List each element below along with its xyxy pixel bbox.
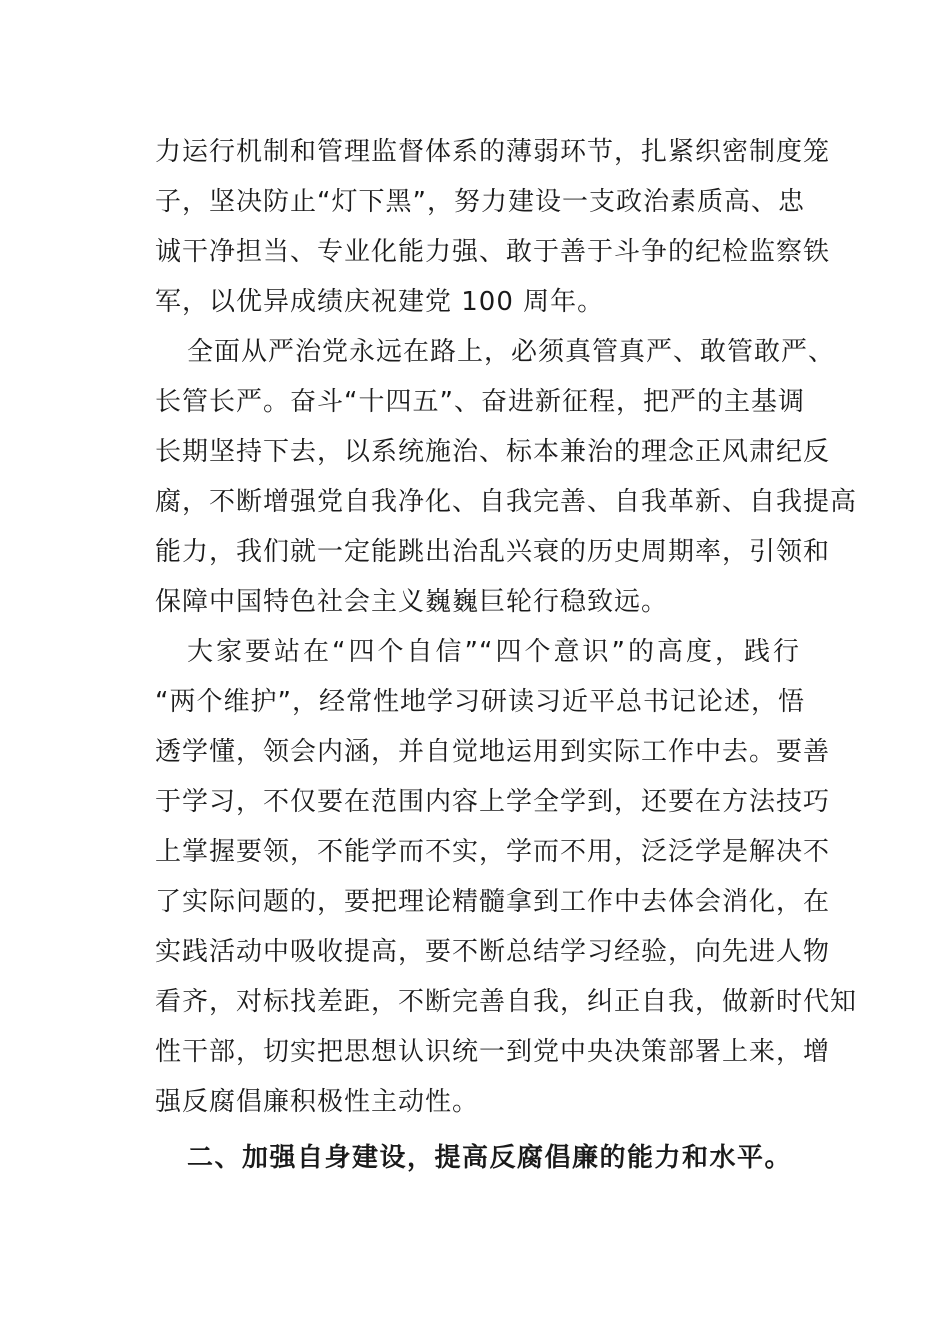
text-line: 上掌握要领，不能学而不实，学而不用，泛泛学是解决不: [155, 837, 831, 867]
text-line: 全面从严治党永远在路上，必须真管真严、敢管敢严、: [187, 337, 836, 367]
text-line: 强反腐倡廉积极性主动性。: [155, 1087, 480, 1117]
paragraph-3: [155, 627, 858, 1127]
text-line: 于学习，不仅要在范围内容上学全学到，还要在方法技巧: [155, 787, 831, 817]
text-line: 大家要站在“四个自信”“四个意识”的高度，践行: [187, 637, 800, 667]
text-line: 透学懂，领会内涵，并自觉地运用到实际工作中去。要善: [155, 737, 831, 767]
text-line: 长管长严。奋斗“十四五”、奋进新征程，把严的主基调: [155, 387, 805, 417]
text-line: 子，坚决防止“灯下黑”，努力建设一支政治素质高、忠: [155, 187, 805, 217]
text-line: 了实际问题的，要把理论精髓拿到工作中去体会消化，在: [155, 887, 831, 917]
text-line: 诚干净担当、专业化能力强、敢于善于斗争的纪检监察铁: [155, 237, 831, 267]
text-line: 保障中国特色社会主义巍巍巨轮行稳致远。: [155, 587, 669, 617]
paragraph-1: [155, 127, 831, 327]
text-line: 力运行机制和管理监督体系的薄弱环节，扎紧织密制度笼: [155, 137, 831, 167]
text-line: 军，以优异成绩庆祝建党 100 周年。: [155, 287, 605, 317]
text-line: 腐，不断增强党自我净化、自我完善、自我革新、自我提高: [155, 487, 858, 517]
text-line: “两个维护”，经常性地学习研读习近平总书记论述，悟: [155, 687, 805, 717]
section-heading: 二、加强自身建设，提高反腐倡廉的能力和水平。: [187, 1143, 793, 1173]
paragraph-2: [155, 327, 858, 627]
text-line: 长期坚持下去，以系统施治、标本兼治的理念正风肃纪反: [155, 437, 831, 467]
text-line: 性干部，切实把思想认识统一到党中央决策部署上来，增: [155, 1037, 831, 1067]
text-line: 看齐，对标找差距，不断完善自我，纠正自我，做新时代知: [155, 987, 858, 1017]
document-body: [155, 127, 858, 1183]
text-line: 能力，我们就一定能跳出治乱兴衰的历史周期率，引领和: [155, 537, 831, 567]
text-line: 实践活动中吸收提高，要不断总结学习经验，向先进人物: [155, 937, 831, 967]
